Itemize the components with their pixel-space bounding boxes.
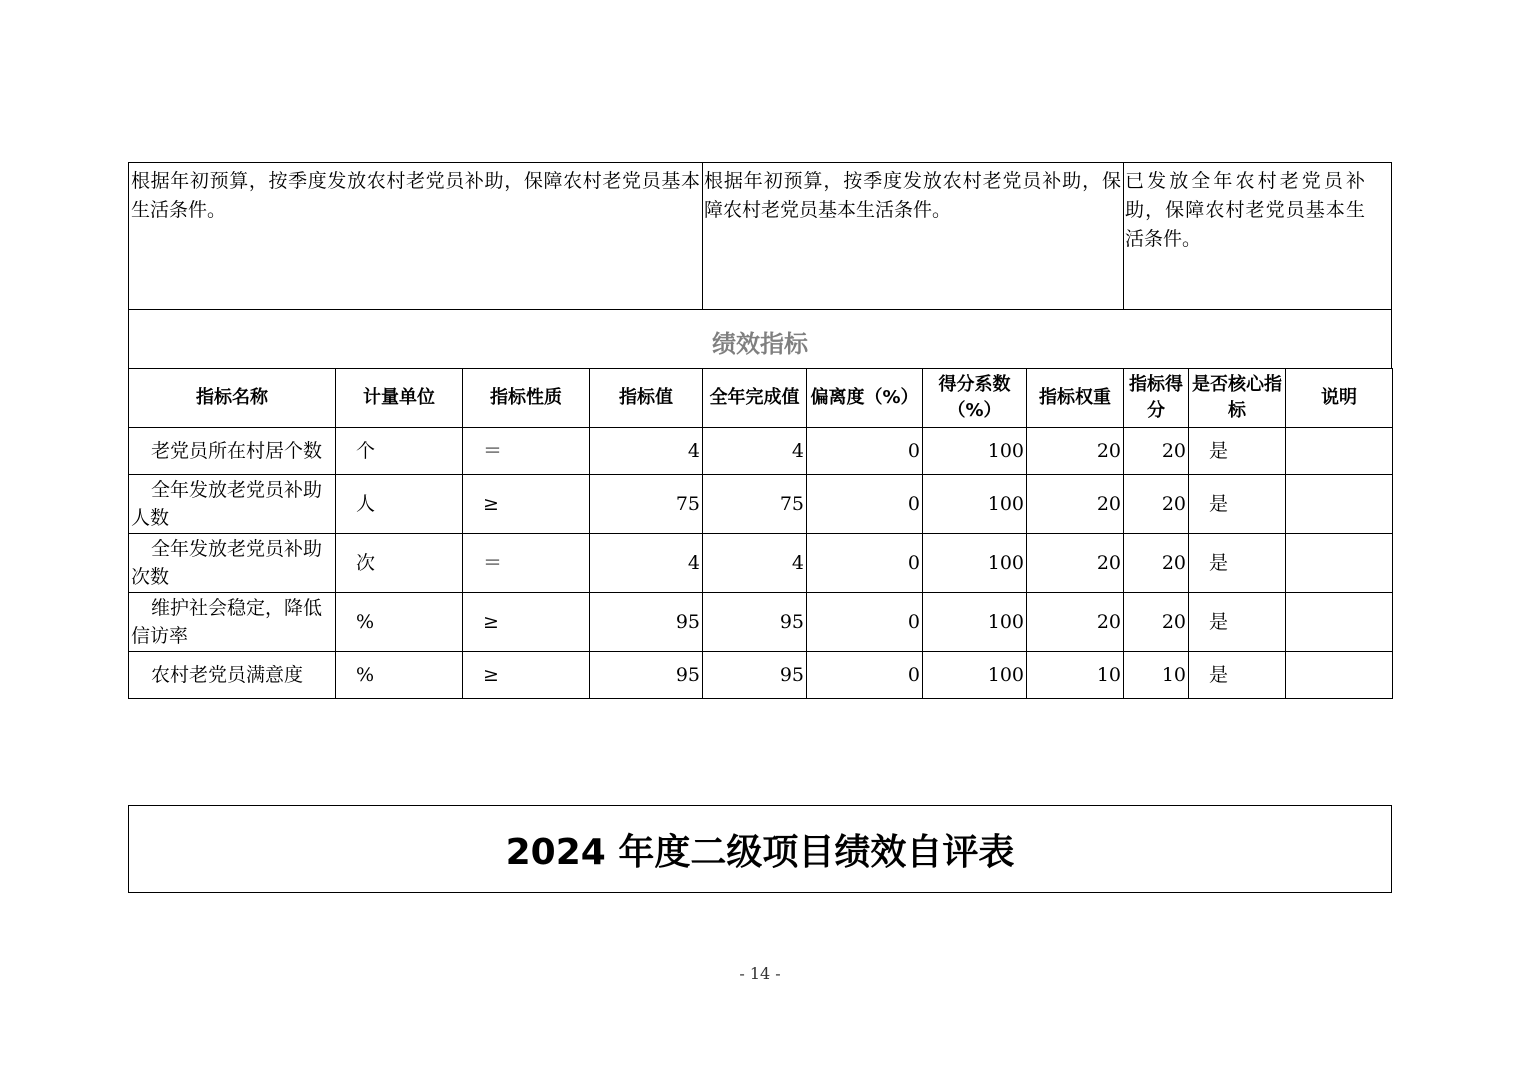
cell-unit: 个 bbox=[336, 428, 463, 475]
header-nature: 指标性质 bbox=[463, 369, 590, 428]
header-weight: 指标权重 bbox=[1027, 369, 1124, 428]
table-header-row bbox=[129, 369, 1393, 428]
cell-annual: 4 bbox=[703, 534, 807, 593]
cell-deviation: 0 bbox=[807, 475, 923, 534]
cell-deviation: 0 bbox=[807, 593, 923, 652]
cell-value: 95 bbox=[590, 652, 703, 699]
next-form-title: 2024 年度二级项目绩效自评表 bbox=[505, 831, 1015, 873]
cell-annual: 75 bbox=[703, 475, 807, 534]
cell-note bbox=[1286, 652, 1393, 699]
cell-name: 老党员所在村居个数 bbox=[129, 428, 336, 475]
cell-deviation: 0 bbox=[807, 652, 923, 699]
cell-core: 是 bbox=[1189, 428, 1286, 475]
cell-score: 10 bbox=[1124, 652, 1189, 699]
header-value: 指标值 bbox=[590, 369, 703, 428]
cell-core: 是 bbox=[1189, 593, 1286, 652]
cell-weight: 20 bbox=[1027, 428, 1124, 475]
cell-unit: 人 bbox=[336, 475, 463, 534]
table-row bbox=[129, 534, 1393, 593]
cell-nature: ＝ bbox=[463, 428, 590, 475]
header-core: 是否核心指标 bbox=[1189, 369, 1286, 428]
header-coef: 得分系数（%） bbox=[923, 369, 1027, 428]
cell-score: 20 bbox=[1124, 428, 1189, 475]
table-row bbox=[129, 652, 1393, 699]
header-name: 指标名称 bbox=[129, 369, 336, 428]
next-form-title-box bbox=[128, 805, 1392, 893]
cell-name: 维护社会稳定，降低信访率 bbox=[129, 593, 336, 652]
cell-coef: 100 bbox=[923, 428, 1027, 475]
section-title: 绩效指标 bbox=[712, 329, 808, 358]
cell-unit: % bbox=[336, 593, 463, 652]
cell-weight: 10 bbox=[1027, 652, 1124, 699]
cell-nature: ≥ bbox=[463, 475, 590, 534]
header-note: 说明 bbox=[1286, 369, 1393, 428]
cell-value: 95 bbox=[590, 593, 703, 652]
cell-weight: 20 bbox=[1027, 534, 1124, 593]
goal-planned-text: 根据年初预算，按季度发放农村老党员补助，保障农村老党员基本生活条件。 bbox=[131, 170, 700, 221]
cell-unit: % bbox=[336, 652, 463, 699]
cell-core: 是 bbox=[1189, 652, 1286, 699]
cell-unit: 次 bbox=[336, 534, 463, 593]
cell-deviation: 0 bbox=[807, 428, 923, 475]
cell-deviation: 0 bbox=[807, 534, 923, 593]
goal-target-text: 根据年初预算，按季度发放农村老党员补助，保障农村老党员基本生活条件。 bbox=[704, 170, 1121, 221]
cell-core: 是 bbox=[1189, 475, 1286, 534]
cell-annual: 95 bbox=[703, 593, 807, 652]
cell-weight: 20 bbox=[1027, 593, 1124, 652]
indicator-table bbox=[128, 368, 1393, 699]
header-score: 指标得分 bbox=[1124, 369, 1189, 428]
cell-annual: 4 bbox=[703, 428, 807, 475]
cell-nature: ＝ bbox=[463, 534, 590, 593]
cell-coef: 100 bbox=[923, 652, 1027, 699]
cell-nature: ≥ bbox=[463, 593, 590, 652]
goal-cell-target bbox=[702, 162, 1124, 310]
goal-cell-planned bbox=[128, 162, 703, 310]
cell-nature: ≥ bbox=[463, 652, 590, 699]
cell-name: 全年发放老党员补助次数 bbox=[129, 534, 336, 593]
cell-note bbox=[1286, 593, 1393, 652]
table-row bbox=[129, 593, 1393, 652]
goal-actual-text: 已发放全年农村老党员补助，保障农村老党员基本生活条件。 bbox=[1125, 170, 1365, 250]
cell-coef: 100 bbox=[923, 534, 1027, 593]
cell-name: 全年发放老党员补助人数 bbox=[129, 475, 336, 534]
cell-score: 20 bbox=[1124, 593, 1189, 652]
cell-coef: 100 bbox=[923, 593, 1027, 652]
page-number: - 14 - bbox=[739, 964, 781, 983]
header-annual: 全年完成值 bbox=[703, 369, 807, 428]
cell-score: 20 bbox=[1124, 475, 1189, 534]
table-row bbox=[129, 475, 1393, 534]
cell-weight: 20 bbox=[1027, 475, 1124, 534]
header-unit: 计量单位 bbox=[336, 369, 463, 428]
cell-value: 4 bbox=[590, 534, 703, 593]
cell-note bbox=[1286, 475, 1393, 534]
cell-annual: 95 bbox=[703, 652, 807, 699]
cell-value: 4 bbox=[590, 428, 703, 475]
cell-core: 是 bbox=[1189, 534, 1286, 593]
cell-note bbox=[1286, 534, 1393, 593]
header-deviation: 偏离度（%） bbox=[807, 369, 923, 428]
goal-cell-actual bbox=[1123, 162, 1392, 310]
cell-value: 75 bbox=[590, 475, 703, 534]
cell-score: 20 bbox=[1124, 534, 1189, 593]
cell-note bbox=[1286, 428, 1393, 475]
section-heading-row bbox=[128, 309, 1392, 369]
table-row bbox=[129, 428, 1393, 475]
cell-coef: 100 bbox=[923, 475, 1027, 534]
cell-name: 农村老党员满意度 bbox=[129, 652, 336, 699]
